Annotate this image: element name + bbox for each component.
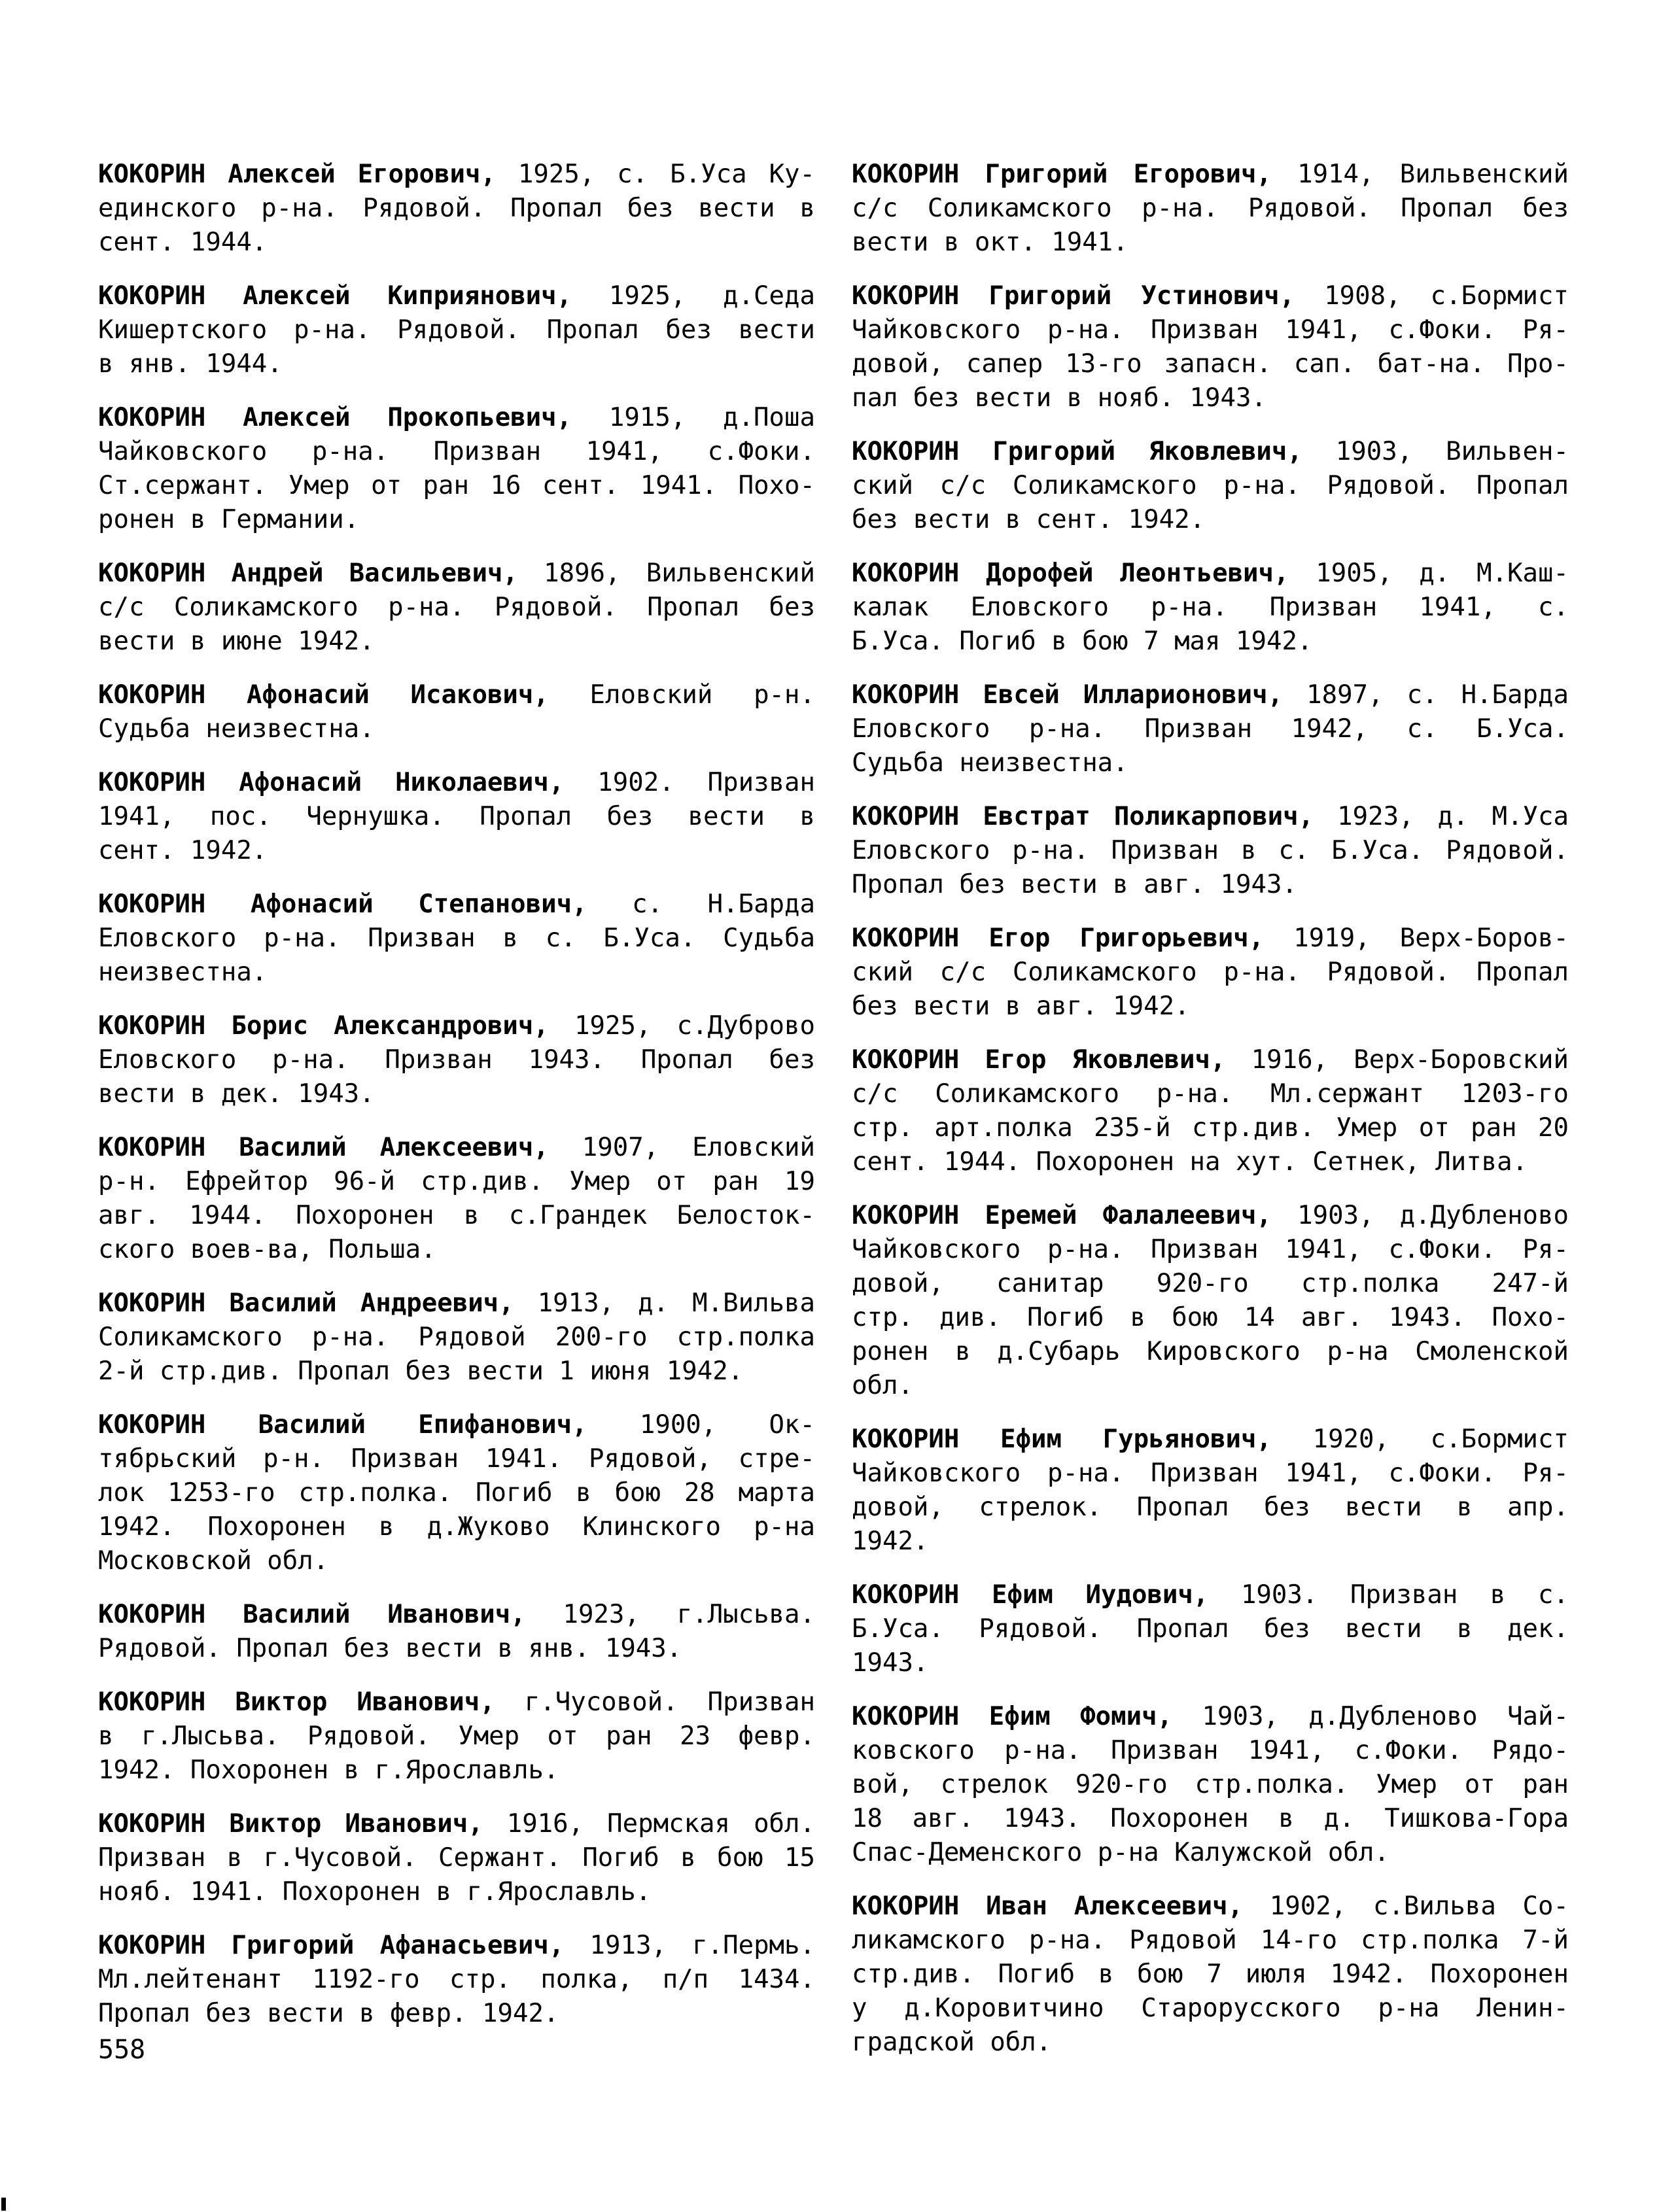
entry bbox=[98, 1598, 815, 1666]
entry-line: ковского р-на. Призван 1941, с.Фоки. Рядо- bbox=[852, 1736, 1569, 1765]
entry-first-line: КОКОРИН Виктор Иванович, 1916, Пермская обл. bbox=[98, 1809, 815, 1839]
entry-line: стр. див. Погиб в бою 14 авг. 1943. Похо- bbox=[852, 1303, 1569, 1332]
entry-line: обл. bbox=[852, 1371, 913, 1400]
entry-line: ский с/с Соликамского р-на. Рядовой. Пропал bbox=[852, 471, 1569, 500]
entry-line: с/с Соликамского р-на. Рядовой. Пропал без bbox=[98, 593, 815, 622]
person-name: КОКОРИН Алексей Киприянович, bbox=[98, 281, 572, 311]
person-name: КОКОРИН Виктор Иванович, bbox=[98, 1687, 495, 1717]
entry-line: ликамского р-на. Рядовой 14-го стр.полка 7-й bbox=[852, 1926, 1569, 1955]
entry bbox=[98, 158, 815, 260]
person-name: КОКОРИН Евсей Илларионович, bbox=[852, 680, 1284, 710]
entry bbox=[852, 158, 1569, 260]
entry bbox=[98, 888, 815, 990]
entry bbox=[852, 279, 1569, 415]
entry-line: 18 авг. 1943. Похоронен в д. Тишкова-Гора bbox=[852, 1804, 1569, 1833]
entry-line: довой, санитар 920-го стр.полка 247-й bbox=[852, 1269, 1569, 1298]
entry-first-line: КОКОРИН Григорий Устинович, 1908, с.Бормист bbox=[852, 281, 1569, 311]
entry-line: Призван в г.Чусовой. Сержант. Погиб в бою 15 bbox=[98, 1843, 815, 1873]
entry-first-line: КОКОРИН Афонасий Исакович, Еловский р-н. bbox=[98, 680, 815, 710]
entry-first-line: КОКОРИН Борис Александрович, 1925, с.Дуброво bbox=[98, 1011, 815, 1041]
entry bbox=[852, 1043, 1569, 1179]
person-name: КОКОРИН Василий Алексеевич, bbox=[98, 1133, 549, 1162]
entry bbox=[852, 1423, 1569, 1559]
person-name: КОКОРИН Ефим Иудович, bbox=[852, 1580, 1209, 1610]
entry bbox=[98, 766, 815, 868]
column-left bbox=[98, 158, 815, 2050]
entry-line: тябрьский р-н. Призван 1941. Рядовой, стре- bbox=[98, 1444, 815, 1474]
entry-first-line: КОКОРИН Алексей Киприянович, 1925, д.Седа bbox=[98, 281, 815, 311]
entry bbox=[98, 678, 815, 746]
entry bbox=[98, 1685, 815, 1788]
entry-first-line: КОКОРИН Ефим Иудович, 1903. Призван в с. bbox=[852, 1580, 1569, 1610]
entry-first-line: КОКОРИН Еремей Фалалеевич, 1903, д.Дубленово bbox=[852, 1201, 1569, 1230]
entry-line: единского р-на. Рядовой. Пропал без вести в bbox=[98, 194, 815, 223]
entry-line: 1941, пос. Чернушка. Пропал без вести в bbox=[98, 802, 815, 831]
entry-line: Пропал без вести в авг. 1943. bbox=[852, 870, 1297, 899]
entry bbox=[852, 800, 1569, 902]
person-name: КОКОРИН Ефим Гурьянович, bbox=[852, 1425, 1272, 1454]
entry-line: Московской обл. bbox=[98, 1546, 329, 1576]
person-name: КОКОРИН Виктор Иванович, bbox=[98, 1809, 483, 1839]
entry-line: вести в окт. 1941. bbox=[852, 228, 1128, 257]
entry-first-line: КОКОРИН Алексей Егорович, 1925, с. Б.Уса Ку- bbox=[98, 160, 816, 189]
entry-first-line: КОКОРИН Афонасий Николаевич, 1902. Призван bbox=[98, 768, 815, 797]
person-name: КОКОРИН Алексей Прокопьевич, bbox=[98, 403, 572, 432]
entry-first-line: КОКОРИН Василий Андреевич, 1913, д. М.Вильва bbox=[98, 1288, 816, 1318]
entry-line: Судьба неизвестна. bbox=[852, 748, 1128, 778]
entry bbox=[98, 557, 815, 659]
entry bbox=[98, 1408, 815, 1578]
entry-line: сент. 1944. bbox=[98, 228, 268, 257]
entry-line: неизвестна. bbox=[98, 958, 268, 987]
entry-line: ский с/с Соликамского р-на. Рядовой. Пропал bbox=[852, 958, 1569, 987]
person-name: КОКОРИН Афонасий Николаевич, bbox=[98, 768, 565, 797]
entry-first-line: КОКОРИН Василий Епифанович, 1900, Ок- bbox=[98, 1410, 815, 1440]
entry-first-line: КОКОРИН Григорий Афанасьевич, 1913, г.Пермь. bbox=[98, 1931, 815, 1960]
entry-line: с/с Соликамского р-на. Мл.сержант 1203-го bbox=[852, 1079, 1569, 1109]
entry-first-line: КОКОРИН Андрей Васильевич, 1896, Вильвенский bbox=[98, 559, 815, 588]
ink-speck bbox=[1, 2198, 6, 2211]
entry-line: Чайковского р-на. Призван 1941, с.Фоки. bbox=[98, 437, 815, 466]
person-name: КОКОРИН Григорий Устинович, bbox=[852, 281, 1295, 311]
entry bbox=[852, 1199, 1569, 1403]
entry-line: Ст.сержант. Умер от ран 16 сент. 1941. Похо- bbox=[98, 471, 815, 500]
entry-line: градской обл. bbox=[852, 2028, 1052, 2057]
entry bbox=[852, 1890, 1569, 2060]
entry-line: Б.Уса. Погиб в бою 7 мая 1942. bbox=[852, 627, 1313, 656]
entry bbox=[98, 1929, 815, 2031]
entry-line: 2-й стр.див. Пропал без вести 1 июня 1942. bbox=[98, 1357, 744, 1386]
person-name: КОКОРИН Григорий Яковлевич, bbox=[852, 437, 1302, 466]
entry bbox=[98, 1131, 815, 1267]
entry-line: Рядовой. Пропал без вести в янв. 1943. bbox=[98, 1634, 682, 1663]
person-name: КОКОРИН Григорий Егорович, bbox=[852, 160, 1272, 189]
entry-first-line: КОКОРИН Иван Алексеевич, 1902, с.Вильва Со- bbox=[852, 1892, 1569, 1921]
entry-first-line: КОКОРИН Ефим Фомич, 1903, д.Дубленово Чай- bbox=[852, 1702, 1569, 1731]
entry-line: без вести в сент. 1942. bbox=[852, 505, 1206, 534]
entry-line: стр. арт.полка 235-й стр.див. Умер от ран 20 bbox=[852, 1113, 1569, 1143]
entry-line: Еловского р-на. Призван 1942, с. Б.Уса. bbox=[852, 714, 1569, 744]
entry-first-line: КОКОРИН Григорий Егорович, 1914, Вильвенский bbox=[852, 160, 1569, 189]
entry-line: в янв. 1944. bbox=[98, 349, 283, 379]
entry-line: с/с Соликамского р-на. Рядовой. Пропал без bbox=[852, 194, 1569, 223]
entry-line: сент. 1944. Похоронен на хут. Сетнек, Литва. bbox=[852, 1147, 1528, 1177]
entry-line: стр.див. Погиб в бою 7 июля 1942. Похоронен bbox=[852, 1960, 1569, 1989]
person-name: КОКОРИН Алексей Егорович, bbox=[98, 160, 496, 189]
entry-line: сент. 1942. bbox=[98, 836, 268, 865]
entry-first-line: КОКОРИН Евстрат Поликарпович, 1923, д. М.Уса bbox=[852, 802, 1569, 831]
entry-first-line: КОКОРИН Егор Григорьевич, 1919, Верх-Боров- bbox=[852, 924, 1569, 953]
entry-line: ронен в д.Субарь Кировского р-на Смоленской bbox=[852, 1337, 1569, 1366]
entry-line: пал без вести в нояб. 1943. bbox=[852, 383, 1266, 413]
entry bbox=[852, 435, 1569, 537]
entry-line: Еловского р-на. Призван в с. Б.Уса. Судьба bbox=[98, 924, 815, 953]
entry-line: авг. 1944. Похоронен в с.Грандек Белосток- bbox=[98, 1201, 815, 1230]
entry-line: калак Еловского р-на. Призван 1941, с. bbox=[852, 593, 1569, 622]
entry-line: в г.Лысьва. Рядовой. Умер от ран 23 февр. bbox=[98, 1721, 815, 1751]
person-name: КОКОРИН Дорофей Леонтьевич, bbox=[852, 559, 1289, 588]
entry bbox=[98, 279, 815, 381]
entry-line: довой, стрелок. Пропал без вести в апр. bbox=[852, 1493, 1569, 1522]
entry-line: Б.Уса. Рядовой. Пропал без вести в дек. bbox=[852, 1614, 1569, 1644]
person-name: КОКОРИН Евстрат Поликарпович, bbox=[852, 802, 1314, 831]
person-name: КОКОРИН Борис Александрович, bbox=[98, 1011, 549, 1041]
entry-line: без вести в авг. 1942. bbox=[852, 992, 1190, 1021]
entry-first-line: КОКОРИН Евсей Илларионович, 1897, с. Н.Барда bbox=[852, 680, 1569, 710]
person-name: КОКОРИН Афонасий Исакович, bbox=[98, 680, 549, 710]
entry bbox=[852, 922, 1569, 1024]
person-name: КОКОРИН Еремей Фалалеевич, bbox=[852, 1201, 1272, 1230]
entry-line: Кишертского р-на. Рядовой. Пропал без вести bbox=[98, 315, 815, 345]
entry-line: Чайковского р-на. Призван 1941, с.Фоки. Ря- bbox=[852, 1235, 1569, 1264]
entry-line: Пропал без вести в февр. 1942. bbox=[98, 1999, 559, 2028]
person-name: КОКОРИН Василий Епифанович, bbox=[98, 1410, 587, 1440]
entry-line: Соликамского р-на. Рядовой 200-го стр.полка bbox=[98, 1322, 815, 1352]
entry bbox=[98, 1807, 815, 1909]
entry bbox=[98, 1287, 815, 1389]
entry-first-line: КОКОРИН Ефим Гурьянович, 1920, с.Бормист bbox=[852, 1425, 1569, 1454]
person-name: КОКОРИН Григорий Афанасьевич, bbox=[98, 1931, 565, 1960]
person-name: КОКОРИН Егор Яковлевич, bbox=[852, 1045, 1226, 1075]
entry-first-line: КОКОРИН Егор Яковлевич, 1916, Верх-Боровский bbox=[852, 1045, 1569, 1075]
entry bbox=[852, 1578, 1569, 1680]
entry-first-line: КОКОРИН Афонасий Степанович, с. Н.Барда bbox=[98, 890, 815, 919]
entry bbox=[852, 678, 1569, 780]
entry-first-line: КОКОРИН Василий Алексеевич, 1907, Еловский bbox=[98, 1133, 815, 1162]
entry-first-line: КОКОРИН Григорий Яковлевич, 1903, Вильвен- bbox=[852, 437, 1569, 466]
entry-line: вести в июне 1942. bbox=[98, 627, 375, 656]
entry-line: вой, стрелок 920-го стр.полка. Умер от ран bbox=[852, 1770, 1569, 1799]
person-name: КОКОРИН Афонасий Степанович, bbox=[98, 890, 587, 919]
entry-line: Чайковского р-на. Призван 1941, с.Фоки. Ря- bbox=[852, 315, 1569, 345]
entry-line: у д.Коровитчино Старорусского р-на Ленин- bbox=[852, 1994, 1569, 2023]
entry-line: нояб. 1941. Похоронен в г.Ярославль. bbox=[98, 1877, 652, 1907]
entry-line: 1943. bbox=[852, 1648, 929, 1678]
entry-line: Еловского р-на. Призван в с. Б.Уса. Рядовой. bbox=[852, 836, 1569, 865]
page-number: 558 bbox=[98, 2035, 146, 2065]
column-right bbox=[852, 158, 1569, 2079]
entry-first-line: КОКОРИН Алексей Прокопьевич, 1915, д.Поша bbox=[98, 403, 815, 432]
person-name: КОКОРИН Андрей Васильевич, bbox=[98, 559, 518, 588]
entry-first-line: КОКОРИН Василий Иванович, 1923, г.Лысьва. bbox=[98, 1600, 815, 1629]
entry-line: ронен в Германии. bbox=[98, 505, 360, 534]
entry bbox=[98, 401, 815, 537]
entry-first-line: КОКОРИН Виктор Иванович, г.Чусовой. Призван bbox=[98, 1687, 815, 1717]
entry-line: р-н. Ефрейтор 96-й стр.див. Умер от ран 19 bbox=[98, 1167, 815, 1196]
entry-line: ского воев-ва, Польша. bbox=[98, 1235, 436, 1264]
entry bbox=[852, 557, 1569, 659]
person-name: КОКОРИН Иван Алексеевич, bbox=[852, 1892, 1244, 1921]
person-name: КОКОРИН Егор Григорьевич, bbox=[852, 924, 1265, 953]
entry-line: лок 1253-го стр.полка. Погиб в бою 28 марта bbox=[98, 1478, 815, 1508]
entry bbox=[98, 1009, 815, 1111]
entry-line: Мл.лейтенант 1192-го стр. полка, п/п 1434. bbox=[98, 1965, 815, 1994]
person-name: КОКОРИН Василий Андреевич, bbox=[98, 1288, 514, 1318]
entry-line: 1942. bbox=[852, 1527, 929, 1556]
entry-line: Еловского р-на. Призван 1943. Пропал без bbox=[98, 1045, 815, 1075]
entry bbox=[852, 1700, 1569, 1870]
person-name: КОКОРИН Василий Иванович, bbox=[98, 1600, 526, 1629]
person-name: КОКОРИН Ефим Фомич, bbox=[852, 1702, 1173, 1731]
entry-line: Чайковского р-на. Призван 1941, с.Фоки. Ря- bbox=[852, 1459, 1569, 1488]
entry-line: Судьба неизвестна. bbox=[98, 714, 375, 744]
entry-first-line: КОКОРИН Дорофей Леонтьевич, 1905, д. М.Каш- bbox=[852, 559, 1569, 588]
entry-line: Спас-Деменского р-на Калужской обл. bbox=[852, 1838, 1389, 1867]
entry-line: 1942. Похоронен в д.Жуково Клинского р-на bbox=[98, 1512, 815, 1542]
entry-line: 1942. Похоронен в г.Ярославль. bbox=[98, 1755, 559, 1785]
entry-line: вести в дек. 1943. bbox=[98, 1079, 375, 1109]
entry-line: довой, сапер 13-го запасн. сап. бат-на. Про- bbox=[852, 349, 1569, 379]
